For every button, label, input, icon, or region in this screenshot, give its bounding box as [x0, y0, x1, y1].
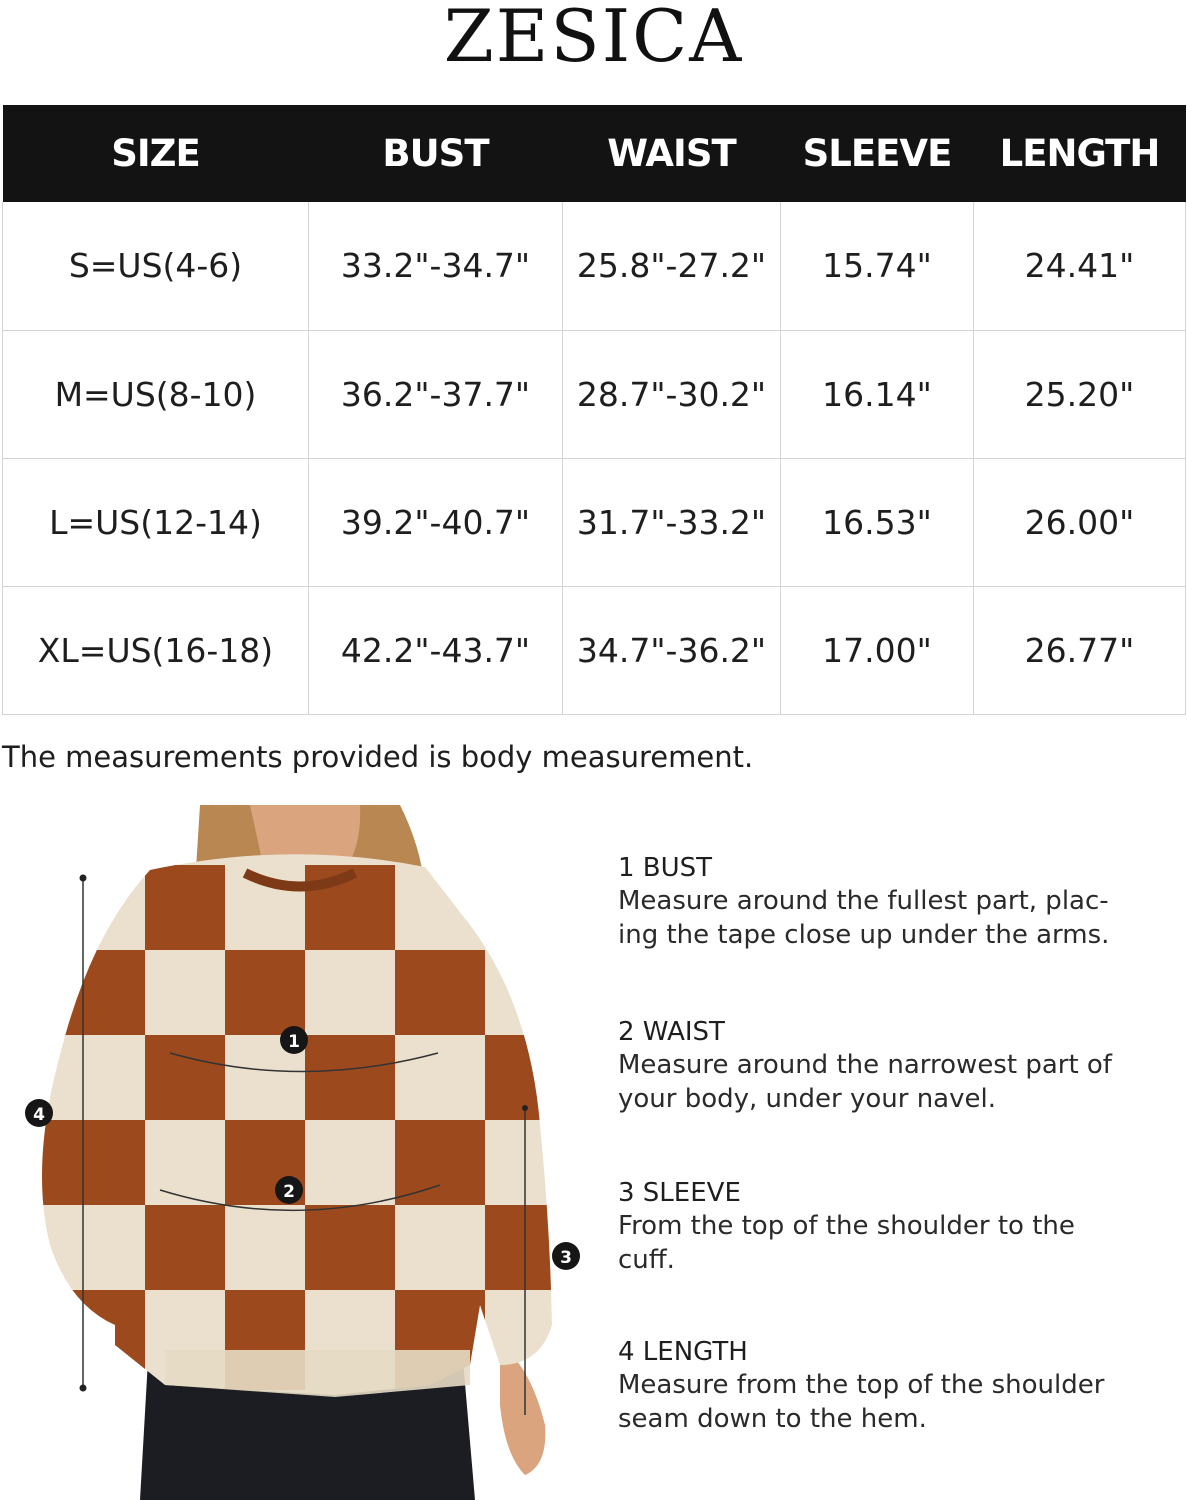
marker-1 — [280, 1026, 308, 1054]
measurement-note: The measurements provided is body measurement. — [2, 740, 754, 774]
header-length: LENGTH — [974, 105, 1186, 202]
guide-waist — [618, 1016, 1158, 1116]
svg-text:3: 3 — [560, 1248, 572, 1268]
guide-description-line: ing the tape close up under the arms. — [618, 920, 1110, 950]
guide-length — [618, 1336, 1158, 1436]
cell-waist: 28.7"-30.2" — [563, 330, 781, 458]
table-header-row — [3, 105, 1186, 202]
marker-4 — [25, 1099, 53, 1127]
guide-title: 3 SLEEVE — [618, 1178, 741, 1208]
guide-description-line: Measure around the fullest part, plac- — [618, 886, 1109, 916]
guide-sleeve — [618, 1177, 1158, 1277]
guide-description-line: From the top of the shoulder to the — [618, 1211, 1075, 1241]
size-chart-table — [2, 105, 1186, 715]
cell-size: M=US(8-10) — [3, 330, 309, 458]
model-measurement-figure — [0, 805, 600, 1500]
guide-description-line: Measure from the top of the shoulder — [618, 1370, 1105, 1400]
table-row — [3, 458, 1186, 586]
cell-sleeve: 16.53" — [781, 458, 974, 586]
svg-text:4: 4 — [33, 1105, 45, 1125]
cell-waist: 31.7"-33.2" — [563, 458, 781, 586]
guide-description-line: cuff. — [618, 1245, 675, 1275]
header-waist: WAIST — [563, 105, 781, 202]
guide-description-line: seam down to the hem. — [618, 1404, 927, 1434]
guide-title: 4 LENGTH — [618, 1337, 748, 1367]
guide-title: 2 WAIST — [618, 1017, 725, 1047]
header-size: SIZE — [3, 105, 309, 202]
cell-bust: 39.2"-40.7" — [309, 458, 563, 586]
cell-sleeve: 16.14" — [781, 330, 974, 458]
cell-length: 24.41" — [974, 202, 1186, 330]
cell-size: L=US(12-14) — [3, 458, 309, 586]
svg-text:1: 1 — [288, 1032, 300, 1052]
cell-bust: 33.2"-34.7" — [309, 202, 563, 330]
svg-text:2: 2 — [283, 1182, 295, 1202]
cell-bust: 42.2"-43.7" — [309, 586, 563, 714]
cell-size: S=US(4-6) — [3, 202, 309, 330]
cell-bust: 36.2"-37.7" — [309, 330, 563, 458]
guide-bust — [618, 852, 1158, 952]
header-bust: BUST — [309, 105, 563, 202]
guide-title: 1 BUST — [618, 853, 713, 883]
cell-length: 25.20" — [974, 330, 1186, 458]
marker-3 — [552, 1242, 580, 1270]
table-row — [3, 586, 1186, 714]
marker-2 — [275, 1176, 303, 1204]
header-sleeve: SLEEVE — [781, 105, 974, 202]
table-row — [3, 202, 1186, 330]
brand-logo: ZESICA — [443, 0, 744, 78]
cell-waist: 34.7"-36.2" — [563, 586, 781, 714]
cell-size: XL=US(16-18) — [3, 586, 309, 714]
cell-length: 26.00" — [974, 458, 1186, 586]
guide-description-line: your body, under your navel. — [618, 1084, 996, 1114]
cell-waist: 25.8"-27.2" — [563, 202, 781, 330]
cell-sleeve: 17.00" — [781, 586, 974, 714]
cell-sleeve: 15.74" — [781, 202, 974, 330]
cell-length: 26.77" — [974, 586, 1186, 714]
table-row — [3, 330, 1186, 458]
guide-description-line: Measure around the narrowest part of — [618, 1050, 1112, 1080]
